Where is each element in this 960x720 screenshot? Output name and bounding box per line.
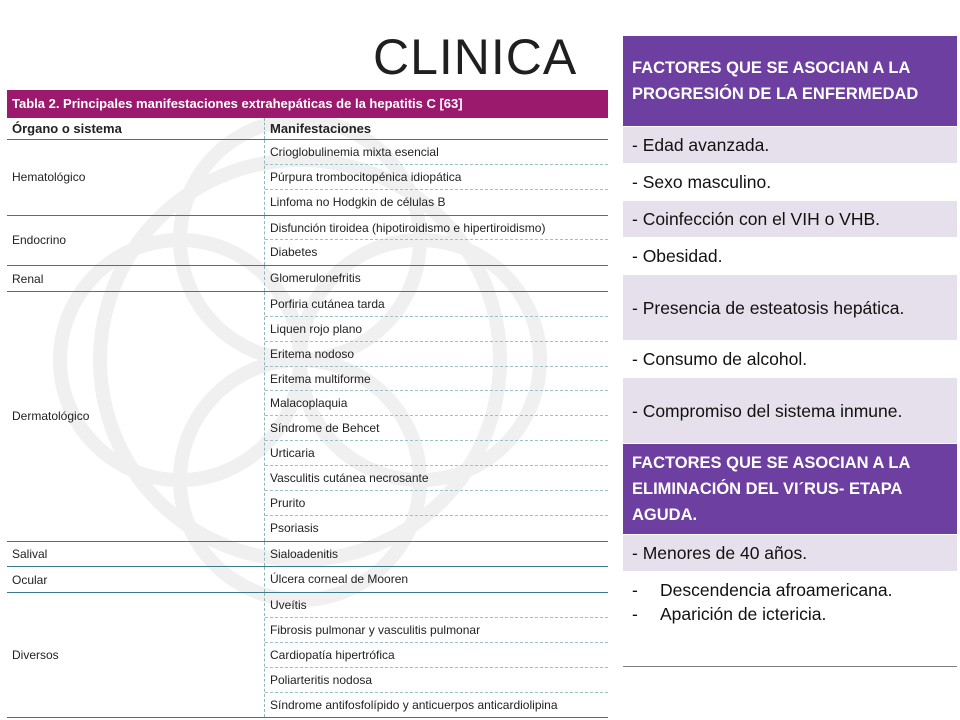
progression-item: - Compromiso del sistema inmune.	[623, 378, 957, 444]
progression-item: - Coinfección con el VIH o VHB.	[623, 201, 957, 238]
organ-cell: Dermatológico	[7, 292, 265, 540]
manifestation-cell: Linfoma no Hodgkin de células B	[270, 194, 446, 209]
manifestation-cell: Porfiria cutánea tarda	[265, 292, 608, 317]
table-header-row	[7, 118, 608, 140]
manifestation-list	[265, 292, 608, 540]
table-group	[7, 542, 608, 568]
table-body	[7, 140, 608, 718]
manifestation-cell: Úlcera corneal de Mooren	[270, 572, 409, 587]
table-group	[7, 216, 608, 267]
elimination-bullet	[632, 578, 948, 602]
manifestation-cell: Prurito	[265, 491, 608, 516]
manifestation-cell: Malacoplaquia	[265, 391, 608, 416]
bullet-dash: -	[632, 580, 638, 600]
manifestation-cell: Síndrome de Behcet	[265, 416, 608, 441]
manifestation-cell: Eritema multiforme	[265, 367, 608, 392]
progression-item: - Consumo de alcohol.	[623, 341, 957, 378]
header-manifestations: Manifestaciones	[270, 121, 372, 136]
manifestation-cell: Eritema nodoso	[265, 342, 608, 367]
manifestation-cell: Disfunción tiroidea (hipotiroidismo e hipertiroidismo)	[265, 216, 608, 241]
organ-cell: Salival	[7, 542, 265, 567]
elimination-item: - Menores de 40 años.	[623, 535, 957, 572]
organ-cell: Diversos	[7, 593, 265, 717]
table-group	[7, 266, 608, 292]
elimination-bullet-list	[623, 572, 957, 667]
manifestation-list	[265, 567, 608, 592]
bullet-dash: -	[632, 604, 638, 624]
organ-cell: Hematológico	[7, 140, 265, 215]
table-group	[7, 292, 608, 541]
organ-cell: Ocular	[7, 567, 265, 592]
manifestation-list	[265, 542, 608, 567]
table-group	[7, 567, 608, 593]
bullet-text: Aparición de ictericia.	[660, 604, 827, 624]
progression-item: - Edad avanzada.	[623, 127, 957, 164]
manifestation-cell: Síndrome antifosfolípido y anticuerpos anticardiolipina	[270, 697, 558, 712]
organ-cell: Renal	[7, 266, 265, 291]
table-group	[7, 593, 608, 718]
progression-item: - Sexo masculino.	[623, 164, 957, 201]
manifestation-cell: Psoriasis	[270, 520, 319, 535]
progression-header: FACTORES QUE SE ASOCIAN A LA PROGRESIÓN DE LA ENFERMEDAD	[623, 36, 957, 127]
manifestations-table	[7, 90, 608, 718]
manifestation-list	[265, 266, 608, 291]
manifestation-cell: Glomerulonefritis	[270, 271, 361, 286]
manifestation-list	[265, 593, 608, 717]
table-caption: Tabla 2. Principales manifestaciones extrahepáticas de la hepatitis C [63]	[7, 90, 608, 118]
elimination-header: FACTORES QUE SE ASOCIAN A LA ELIMINACIÓN DEL VI´RUS- ETAPA AGUDA.	[623, 444, 957, 535]
manifestation-cell: Crioglobulinemia mixta esencial	[265, 140, 608, 165]
manifestation-cell: Vasculitis cutánea necrosante	[265, 466, 608, 491]
table-group	[7, 140, 608, 216]
manifestation-cell: Diabetes	[270, 245, 318, 260]
manifestation-cell: Cardiopatía hipertrófica	[265, 643, 608, 668]
slide-title: CLINICA	[373, 29, 578, 85]
manifestation-cell: Urticaria	[265, 441, 608, 466]
manifestation-cell: Fibrosis pulmonar y vasculitis pulmonar	[265, 618, 608, 643]
manifestation-cell: Liquen rojo plano	[265, 317, 608, 342]
progression-item: - Presencia de esteatosis hepática.	[623, 275, 957, 341]
manifestation-list	[265, 216, 608, 266]
manifestation-cell: Sialoadenitis	[270, 546, 339, 561]
elimination-bullet	[632, 602, 948, 626]
progression-item: - Obesidad.	[623, 238, 957, 275]
manifestation-list	[265, 140, 608, 215]
bullet-text: Descendencia afroamericana.	[660, 580, 893, 600]
manifestation-cell: Uveítis	[265, 593, 608, 618]
header-organ: Órgano o sistema	[7, 118, 265, 139]
organ-cell: Endocrino	[7, 216, 265, 266]
manifestation-cell: Poliarteritis nodosa	[265, 668, 608, 693]
factors-panel	[623, 36, 957, 667]
manifestation-cell: Púrpura trombocitopénica idiopática	[265, 165, 608, 190]
